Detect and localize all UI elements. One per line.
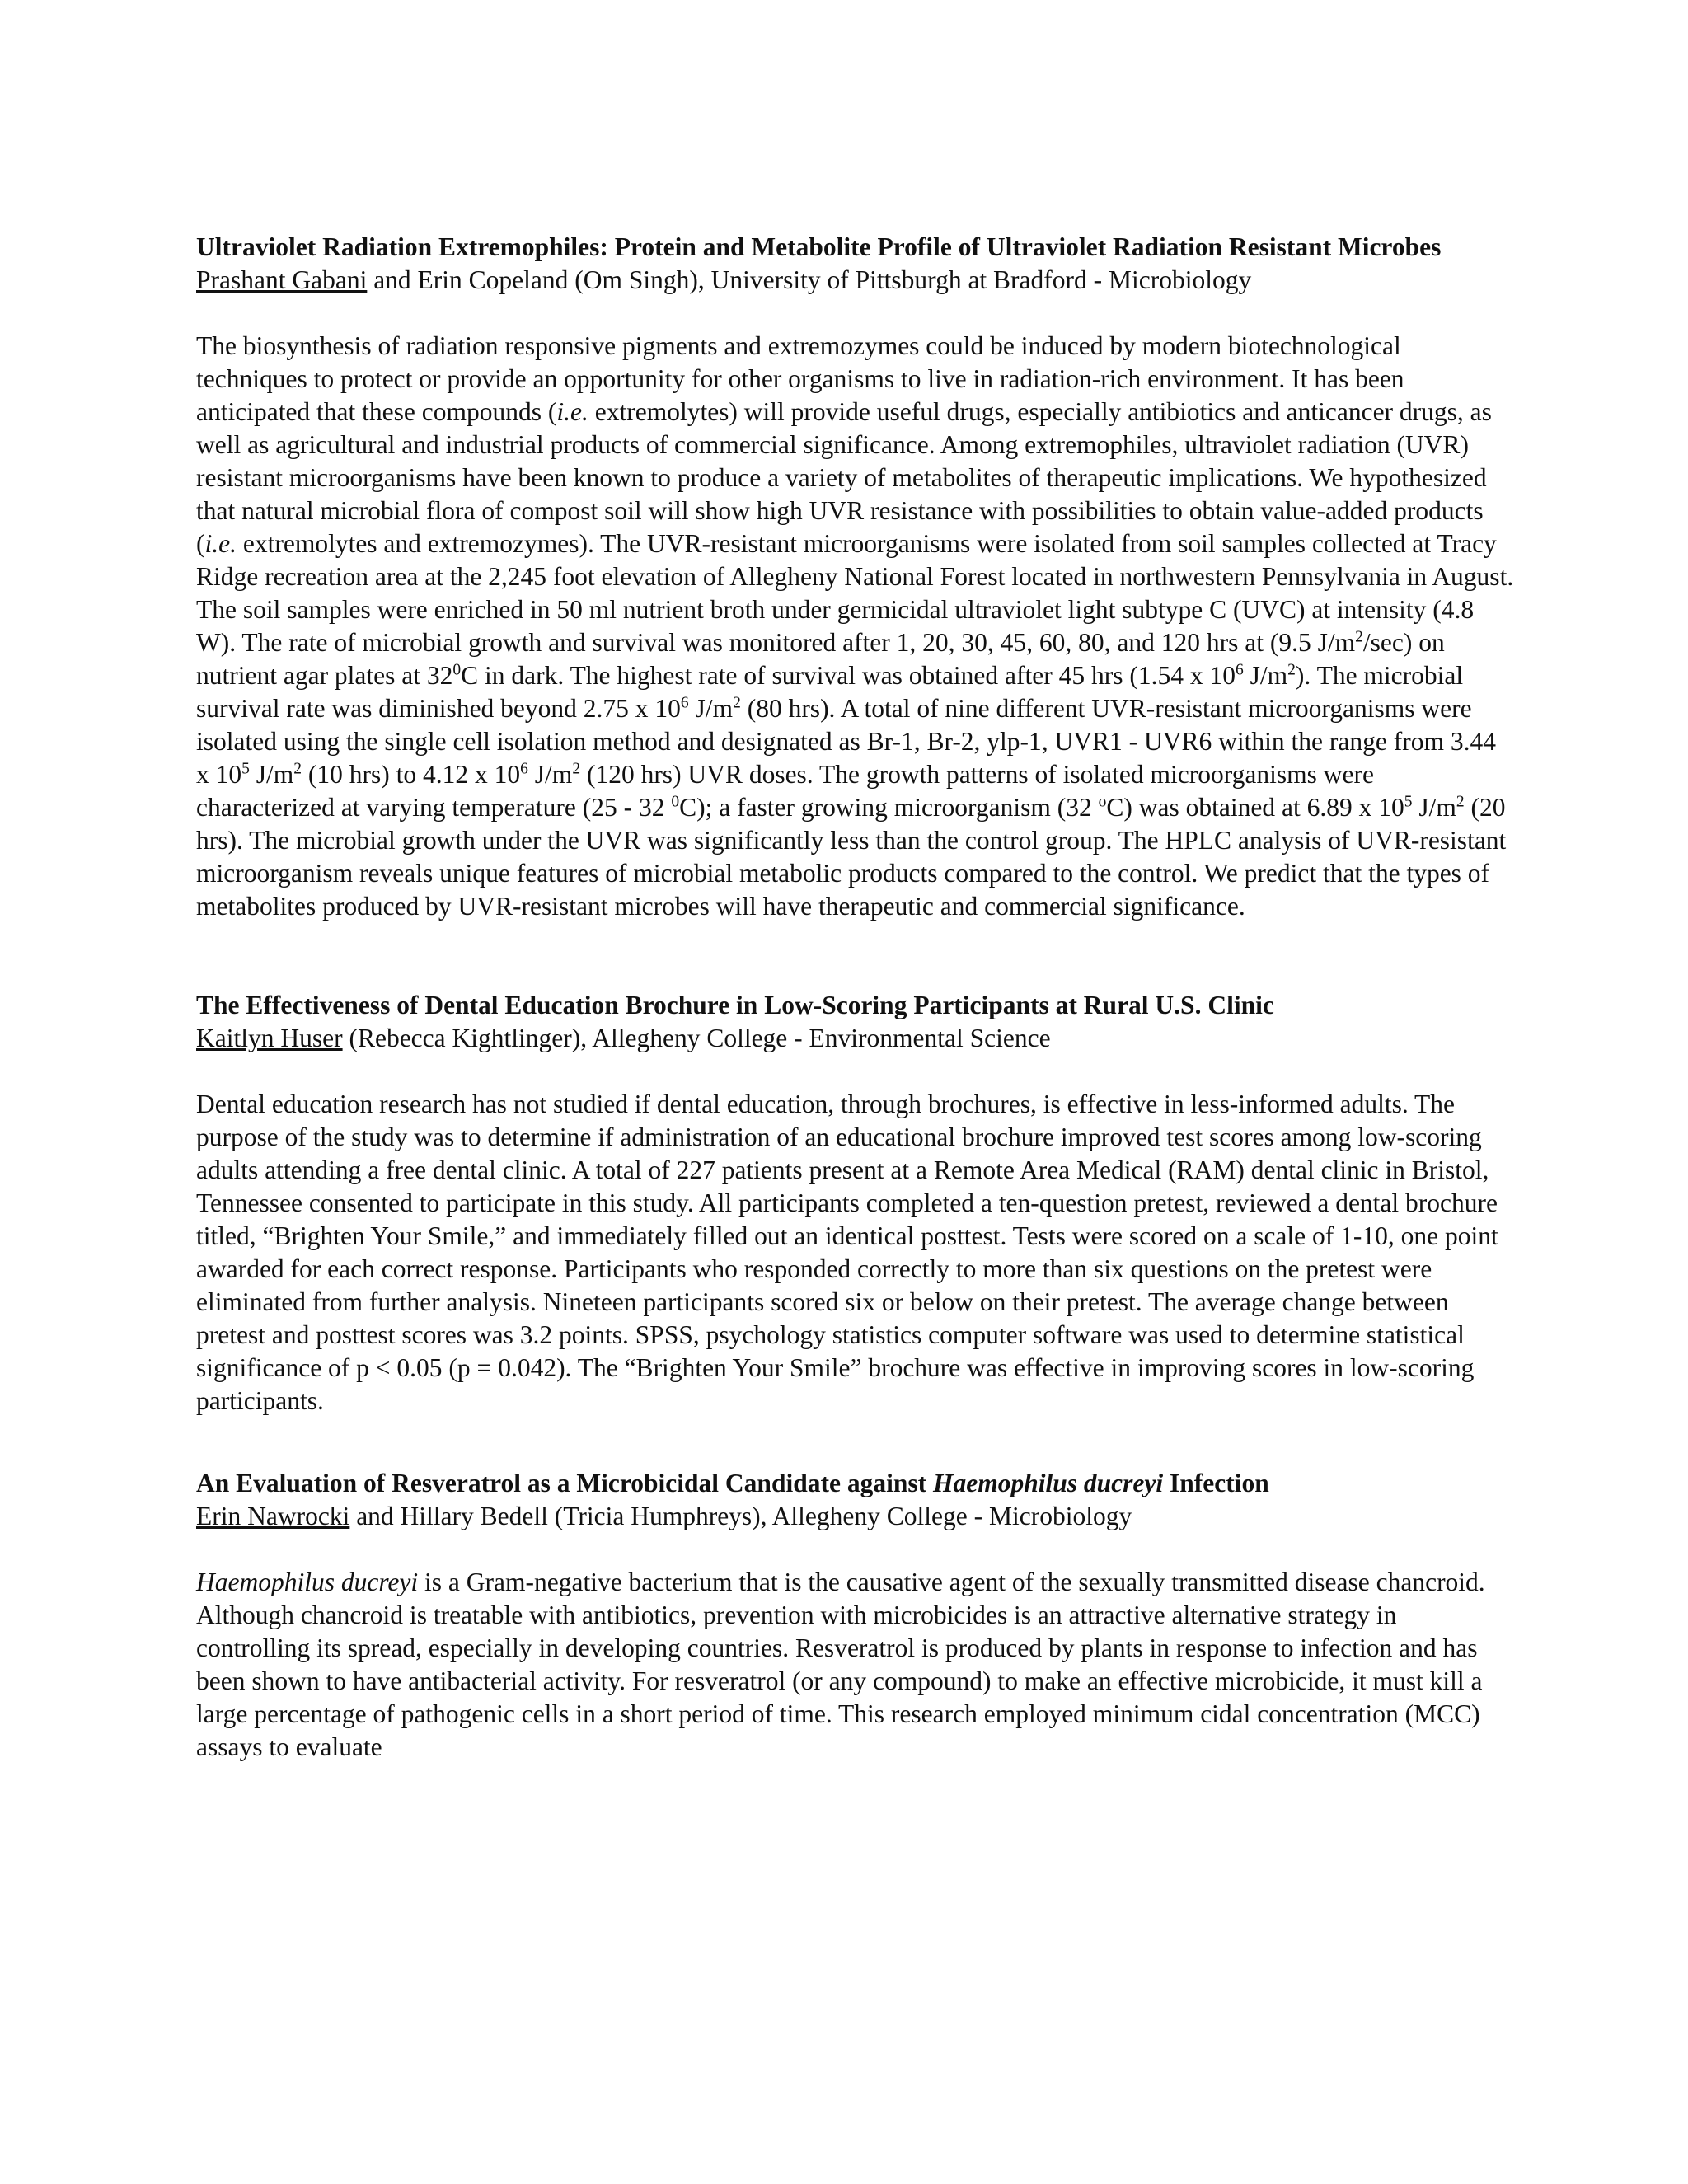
abstract-authors	[196, 1022, 1515, 1055]
species-name: Haemophilus ducreyi	[196, 1568, 419, 1596]
abstract-body: The biosynthesis of radiation responsive pigments and extremozymes could be induced by modern biotechnological techniques to protect or provide an opportunity for other organisms to live in radiation-rich environment. It has been anticipated that these compounds (i.e. extremolytes) will provide useful drugs, especially antibiotics and anticancer drugs, as well as agricultural and industrial products of commercial significance. Among extremophiles, ultraviolet radiation (UVR) resistant microorganisms have been known to produce a variety of metabolites of therapeutic implications. We hypothesized that natural microbial flora of compost soil will show high UVR resistance with possibilities to obtain value-added products (i.e. extremolytes and extremozymes). The UVR-resistant microorganisms were isolated from soil samples collected at Tracy Ridge recreation area at the 2,245 foot elevation of Allegheny National Forest located in northwestern Pennsylvania in August. The soil samples were enriched in 50 ml nutrient broth under germicidal ultraviolet light subtype C (UVC) at intensity (4.8 W). The rate of microbial growth and survival was monitored after 1, 20, 30, 45, 60, 80, and 120 hrs at (9.5 $J/m^2/\sec$) on nutrient agar plates at $32^0C$ in dark. The highest rate of survival was obtained after 45 hrs (1.54 x $10^6$ $J/m^2$). The microbial survival rate was diminished beyond 2.75 x $10^6$ $J/m^2$ (80 hrs). A total of nine different UVR-resistant microorganisms were isolated using the single cell isolation method and designated as Br-1, Br-2, ylp-1, UVR1 - UVR6 within the range from 3.44 x $10^5$ $J/m^2$ (10 hrs) to 4.12 x $10^6$ $J/m^2$ (120 hrs) UVR doses. The growth patterns of isolated microorganisms were characterized at varying temperature (25 - 32 $^0$C); a faster growing microorganism (32 $^o$C) was obtained at 6.89 x $10^5$ $J/m^2$ (20 hrs). The microbial growth under the UVR was significantly less than the control group. The HPLC analysis of UVR-resistant microorganism reveals unique features of microbial metabolic products compared to the control. We predict that the types of metabolites produced by UVR-resistant microbes will have therapeutic and commercial significance.	[196, 331, 1514, 921]
abstract-body: Dental education research has not studied if dental education, through brochures, is effective in less-informed adults. The purpose of the study was to determine if administration of an educational brochure improved test scores among low-scoring adults attending a free dental clinic. A total of 227 patients present at a Remote Area Medical (RAM) dental clinic in Bristol, Tennessee consented to participate in this study. All participants completed a ten-question pretest, reviewed a dental brochure titled, “Brighten Your Smile,” and immediately filled out an identical posttest. Tests were scored on a scale of 1-10, one point awarded for each correct response. Participants who responded correctly to more than six questions on the pretest were eliminated from further analysis. Nineteen participants scored six or below on their pretest. The average change between pretest and posttest scores was 3.2 points. SPSS, psychology statistics computer software was used to determine statistical significance of p < 0.05 (p = 0.042). The “Brighten Your Smile” brochure was effective in improving scores in low-scoring participants.	[196, 1090, 1498, 1415]
section-spacer	[196, 1418, 1515, 1467]
abstract-title: The Effectiveness of Dental Education Brochure in Low-Scoring Participants at Rural U.S. Clinic	[196, 991, 1274, 1019]
co-authors: (Rebecca Kightlinger), Allegheny College - Environmental Science	[342, 1024, 1051, 1052]
abstract-dental-education	[196, 989, 1515, 1418]
abstract-resveratrol	[196, 1467, 1515, 1764]
abstract-body: Haemophilus ducreyi is a Gram-negative bacterium that is the causative agent of the sexually transmitted disease chancroid. Although chancroid is treatable with antibiotics, prevention with microbicides is an attractive alternative strategy in controlling its spread, especially in developing countries. Resveratrol is produced by plants in response to infection and has been shown to have antibacterial activity. For resveratrol (or any compound) to make an effective microbicide, it must kill a large percentage of pathogenic cells in a short period of time. This research employed minimum cidal concentration (MCC) assays to evaluate	[196, 1568, 1485, 1761]
section-spacer	[196, 923, 1515, 989]
presenter-name: Prashant Gabani	[196, 265, 368, 294]
abstract-uvr-extremophiles	[196, 231, 1515, 923]
abstract-title: An Evaluation of Resveratrol as a Microbicidal Candidate against Haemophilus ducreyi Infection	[196, 1469, 1269, 1497]
abstract-title: Ultraviolet Radiation Extremophiles: Protein and Metabolite Profile of Ultraviolet Radiation Resistant Microbes	[196, 232, 1442, 261]
species-name: Haemophilus ducreyi	[932, 1469, 1164, 1497]
presenter-name: Erin Nawrocki	[196, 1502, 350, 1530]
co-authors: and Hillary Bedell (Tricia Humphreys), Allegheny College - Microbiology	[349, 1502, 1132, 1530]
presenter-name: Kaitlyn Huser	[196, 1024, 343, 1052]
document-page	[196, 231, 1515, 1764]
co-authors: and Erin Copeland (Om Singh), University of Pittsburgh at Bradford - Microbiology	[367, 265, 1252, 294]
abstract-authors	[196, 1500, 1515, 1533]
abstract-authors	[196, 264, 1515, 297]
